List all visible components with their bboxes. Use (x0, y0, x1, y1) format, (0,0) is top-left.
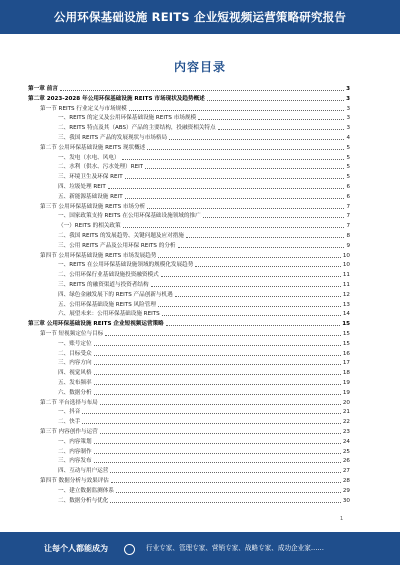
toc-entry[interactable] (58, 290, 350, 300)
toc-entry-title: 三、REITS 的融资渠道与投资者结构 (58, 282, 149, 288)
toc-leader-dots (125, 198, 345, 199)
toc-entry-page: 15 (342, 331, 350, 337)
toc-entry[interactable] (40, 427, 350, 437)
toc-entry-title: 一、发电（水电、风电） (58, 154, 120, 161)
toc-entry[interactable] (58, 162, 350, 172)
toc-leader-dots (94, 355, 341, 356)
toc-leader-dots (218, 129, 345, 130)
toc-entry[interactable] (58, 153, 350, 163)
toc-leader-dots (203, 217, 345, 218)
toc-entry-title: 三、内容发布 (58, 458, 92, 465)
toc-entry[interactable] (58, 496, 350, 506)
toc-entry[interactable] (58, 241, 350, 251)
toc-entry-page: 30 (342, 497, 350, 504)
toc-entry-title: 二、公用环保行业基础设施投资融资模式 (58, 272, 159, 279)
toc-leader-dots (82, 413, 340, 414)
toc-leader-dots (169, 139, 344, 140)
toc-leader-dots (178, 247, 345, 248)
toc-entry-page: 5 (346, 174, 350, 181)
toc-entry-page: 5 (346, 144, 350, 151)
toc-entry-page: 3 (346, 105, 350, 112)
toc-entry-page: 3 (346, 115, 350, 122)
toc-leader-dots (186, 237, 345, 238)
toc-leader-dots (175, 296, 341, 297)
report-title: 公用环保基础设施 REITS 企业短视频运营策略研究报告 (53, 10, 347, 24)
toc-entry-title: 第三节 内容创作与运营 (40, 429, 98, 435)
toc-entry-title: 三、环境卫生及环保 REIT (58, 174, 123, 181)
toc-entry[interactable] (58, 211, 350, 221)
toc-entry-page: 25 (342, 448, 350, 455)
toc-leader-dots (158, 257, 340, 258)
footer-bar (0, 532, 400, 565)
toc-entry-title: 一、账号定位 (58, 340, 92, 347)
toc-entry-page: 6 (346, 193, 350, 200)
toc-entry-title: 六、数据分析 (58, 389, 92, 396)
toc-entry-page: 5 (346, 164, 350, 171)
toc-entry[interactable] (40, 329, 350, 339)
toc-entry[interactable] (58, 182, 350, 192)
toc-entry-page: 22 (342, 419, 350, 426)
toc-entry-title: 第一节 短视频定位与目标 (40, 331, 104, 337)
toc-entry-page: 16 (342, 350, 350, 357)
toc-entry-page: 4 (346, 135, 350, 141)
toc-entry-title: 三、我国 REITS 产品的发展现状与市场格局 (58, 135, 168, 141)
toc-leader-dots (151, 286, 341, 287)
toc-entry[interactable] (58, 358, 350, 368)
toc-entry-page: 10 (342, 262, 350, 269)
toc-entry-title: 四、视觉风格 (58, 370, 92, 377)
toc-entry-page: 7 (346, 223, 350, 230)
toc-entry-title: 二、快手 (58, 419, 81, 426)
toc-entry-page: 7 (346, 213, 350, 220)
toc-heading: 内容目录 (173, 60, 226, 74)
toc-leader-dots (207, 100, 344, 101)
toc-entry[interactable] (58, 407, 350, 417)
toc-entry-title: 一、国家政策支持 REITS 在公用环保基础设施领域的推广 (58, 213, 201, 220)
toc-leader-dots (94, 374, 341, 375)
toc-entry-title: 五、新能源基础设施 REIT (58, 193, 123, 200)
toc-entry[interactable] (58, 300, 350, 310)
toc-entry-title: 三、内容方向 (58, 360, 92, 367)
toc-leader-dots (195, 266, 341, 267)
toc-entry-title: 二、内容制作 (58, 448, 92, 455)
toc-entry-page: 19 (342, 380, 350, 386)
toc-entry[interactable] (40, 398, 350, 408)
toc-leader-dots (125, 178, 345, 179)
toc-leader-dots (94, 453, 341, 454)
toc-entry[interactable] (40, 251, 350, 261)
toc-entry-title: 一、建立数据监测体系 (58, 487, 114, 494)
toc-entry[interactable] (58, 486, 350, 496)
toc-entry[interactable] (58, 260, 350, 270)
toc-entry[interactable] (40, 104, 350, 114)
toc-entry-title: 一、抖音 (58, 409, 81, 416)
toc-leader-dots (158, 306, 341, 307)
toc-entry-title: 第二章 2023-2028 年公用环保基础设施 REITS 市场现状及趋势概述 (28, 95, 205, 102)
toc-entry[interactable] (58, 221, 350, 231)
header-bar (0, 0, 400, 34)
toc-entry-page: 14 (342, 311, 350, 318)
toc-entry[interactable] (58, 349, 350, 359)
toc-entry-page: 5 (346, 154, 350, 161)
toc-entry-page: 15 (342, 321, 350, 328)
toc-entry-page: 3 (346, 95, 350, 102)
toc-entry[interactable] (40, 202, 350, 212)
toc-entry[interactable] (40, 143, 350, 153)
toc-entry-page: 26 (342, 458, 350, 465)
footer-tagline: 行业专家、管理专家、营销专家、战略专家、成功企业家…… (146, 544, 325, 552)
toc-entry-title: 一、REITS 在公用环保基础设施领域的规模化发展趋势 (58, 262, 194, 269)
toc-entry[interactable] (28, 94, 350, 104)
toc-entry[interactable] (58, 113, 350, 123)
toc-entry-title: 一、REITS 的定义及公用环保基础设施 REITS 市场规模 (58, 115, 197, 122)
toc-entry-page: 17 (342, 360, 350, 367)
toc-entry[interactable] (58, 378, 350, 388)
toc-entry-title: 第一章 前言 (28, 86, 58, 92)
toc-entry-page: 13 (342, 301, 350, 308)
toc-entry[interactable] (58, 309, 350, 319)
toc-entry-page: 18 (342, 370, 350, 377)
toc-entry[interactable] (58, 437, 350, 447)
toc-leader-dots (60, 90, 344, 91)
toc-entry-title: 一、内容策划 (58, 438, 92, 445)
toc-entry[interactable] (28, 319, 350, 329)
toc-entry-title: 四、互动与用户运营 (58, 468, 109, 475)
toc-entry-title: 第四节 公用环保基础设施 REITS 市场发展趋势 (40, 252, 157, 259)
toc-entry-title: 二、我国 REITS 的发展趋势、关键问题及应对措施 (58, 233, 184, 239)
toc-entry-page: 27 (342, 468, 350, 475)
toc-leader-dots (110, 472, 341, 473)
toc-entry-page: 23 (342, 429, 350, 435)
toc-entry-title: 第二节 平台选择与布局 (40, 399, 98, 406)
toc-entry[interactable] (58, 231, 350, 241)
toc-leader-dots (82, 423, 340, 424)
toc-entry-page: 7 (346, 203, 350, 210)
toc-entry-page: 11 (342, 272, 350, 279)
toc-leader-dots (111, 482, 341, 483)
toc-leader-dots (94, 384, 341, 385)
toc-leader-dots (94, 394, 341, 395)
toc-leader-dots (145, 168, 344, 169)
toc-leader-dots (105, 335, 341, 336)
toc-entry-title: 五、公用环保基础设施 REITS 风险管理 (58, 301, 156, 308)
circle-mark-icon (124, 544, 135, 555)
toc-entry[interactable] (58, 447, 350, 457)
toc-leader-dots (100, 433, 341, 434)
toc-entry-page: 3 (346, 125, 350, 132)
toc-entry[interactable] (58, 417, 350, 427)
toc-entry-title: 二、REITS 特点及其（ABS）产品的主要结构，投融资相关特点 (58, 125, 216, 132)
toc-entry-page: 9 (346, 242, 350, 249)
toc-leader-dots (123, 227, 345, 228)
toc-leader-dots (110, 502, 341, 503)
toc-entry[interactable] (58, 339, 350, 349)
toc-leader-dots (100, 404, 341, 405)
toc-entry-title: 第三节 公用环保基础设施 REITS 市场分析 (40, 203, 146, 210)
toc-leader-dots (94, 462, 341, 463)
toc-entry[interactable] (58, 466, 350, 476)
toc-entry-page: 3 (346, 86, 350, 92)
toc-entry-page: 8 (346, 233, 350, 239)
toc-entry[interactable] (58, 192, 350, 202)
toc-entry[interactable] (28, 84, 350, 94)
toc-leader-dots (147, 208, 344, 209)
toc-leader-dots (166, 325, 340, 326)
toc-entry-title: 三、公用 REITS 产品及公用环保 REITS 的分析 (58, 242, 176, 249)
toc-entry[interactable] (58, 133, 350, 143)
toc-entry-title: 五、发布频率 (58, 380, 92, 386)
toc-entry[interactable] (58, 368, 350, 378)
toc-entry-page: 15 (342, 340, 350, 347)
toc-entry-page: 19 (342, 389, 350, 396)
toc-entry[interactable] (58, 280, 350, 290)
toc-entry-page: 28 (342, 478, 350, 484)
toc-leader-dots (122, 159, 345, 160)
footer-slogan: 让每个人都能成为 (44, 544, 108, 553)
toc-entry-title: 二、目标受众 (58, 350, 92, 357)
toc-entry[interactable] (40, 476, 350, 486)
toc-leader-dots (94, 364, 341, 365)
toc-leader-dots (108, 188, 345, 189)
toc-entry[interactable] (58, 388, 350, 398)
toc-entry-page: 10 (342, 252, 350, 259)
toc-leader-dots (162, 315, 341, 316)
toc-entry-title: 六、展望未来：公用环保基础设施 REITS (58, 311, 160, 318)
toc-leader-dots (94, 443, 341, 444)
toc-entry-page: 12 (342, 291, 350, 298)
toc-entry-title: 第三章 公用环保基础设施 REITS 企业短视频运营策略 (28, 321, 164, 328)
toc-entry-page: 29 (342, 487, 350, 494)
toc-entry-title: 四、垃圾处理 REIT (58, 184, 106, 190)
toc-entry-page: 21 (342, 409, 350, 416)
toc-entry-title: 四、绿色金融发展下的 REITS 产品创新与机遇 (58, 291, 173, 298)
toc-entry[interactable] (58, 172, 350, 182)
toc-entry[interactable] (58, 270, 350, 280)
toc-entry-title: （一）REITS 的相关政策 (58, 223, 121, 230)
toc-entry-title: 二、水利（供水、污水处理）REIT (58, 164, 144, 171)
toc-entry-page: 6 (346, 184, 350, 190)
toc-leader-dots (116, 492, 341, 493)
toc-entry[interactable] (58, 123, 350, 133)
toc-entry-title: 第四节 数据分析与效果评估 (40, 478, 109, 484)
toc-entry-title: 第一节 REITS 行业定义与市场规模 (40, 105, 127, 112)
toc-entry-page: 24 (342, 438, 350, 445)
toc-leader-dots (129, 110, 345, 111)
page-number: 1 (340, 516, 344, 522)
toc-leader-dots (198, 119, 344, 120)
toc-entry-title: 第二节 公用环保基础设施 REITS 现状概述 (40, 144, 146, 151)
toc-leader-dots (147, 149, 344, 150)
toc-entry-title: 二、数据分析与优化 (58, 497, 109, 504)
toc-entry-page: 11 (342, 282, 350, 288)
toc-entry-page: 20 (342, 399, 350, 406)
toc-entry[interactable] (58, 456, 350, 466)
toc-leader-dots (161, 276, 341, 277)
toc-leader-dots (94, 345, 341, 346)
